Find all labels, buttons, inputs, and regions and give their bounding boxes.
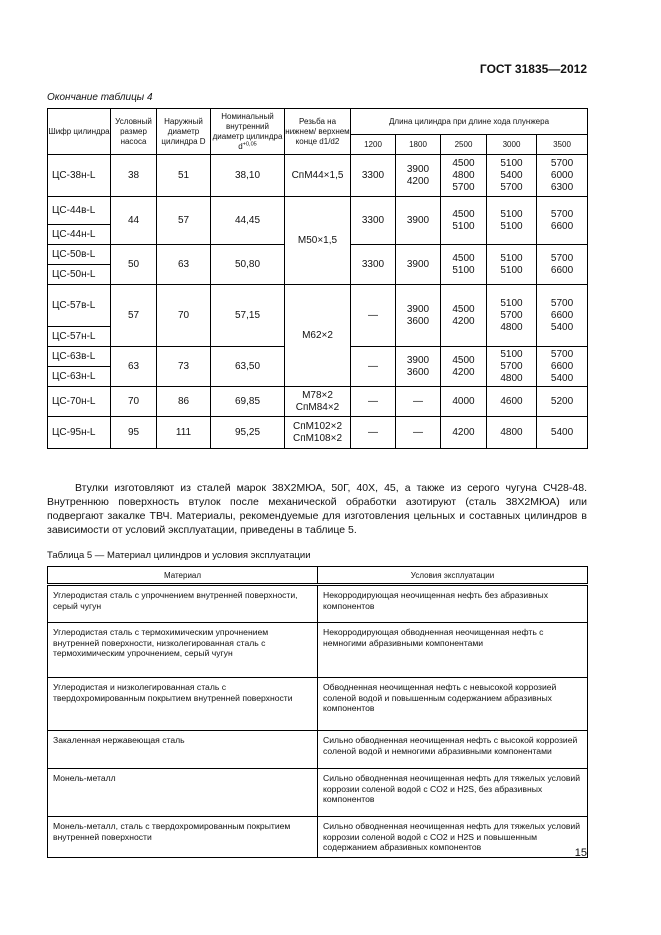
- nominal-diameter: 69,85: [211, 387, 285, 417]
- length-3000: 4600: [487, 387, 537, 417]
- header-stroke: 3500: [537, 135, 588, 155]
- nominal-diameter: 57,15: [211, 285, 285, 347]
- header-stroke: 3000: [487, 135, 537, 155]
- paragraph-text: Втулки изготовляют из сталей марок 38Х2МЮА, 50Г, 40Х, 45, а также из серого чугуна СЧ28-48. Внутреннюю поверхность втулок после механической обработки азотируют (сталь 38Х2МЮА) или подвергают закалке ТВЧ. Материалы, рекомендуемые для изготовления цельных и составных цилиндров в зависимости от условий эксплуатации, приведены в таблице 5.: [47, 482, 587, 536]
- outer-diameter: 86: [157, 387, 211, 417]
- outer-diameter: 70: [157, 285, 211, 347]
- conditions: Сильно обводненная неочищенная нефть для тяжелых условий коррозии соленой водой с CO2 и H2S и повышенным содержанием абразивных компонентов: [318, 817, 588, 858]
- cylinder-name: ЦС-38н-L: [48, 155, 111, 197]
- length-2500: 4500 5100: [441, 245, 487, 285]
- header-nominal-sup: +0,05: [242, 140, 257, 147]
- material: Углеродистая и низколегированная сталь с твердохромированным покрытием внутренней поверхности: [48, 678, 318, 731]
- table4-continuation-label: Окончание таблицы 4: [47, 92, 153, 103]
- table-row: [48, 417, 588, 449]
- length-3500: 5400: [537, 417, 588, 449]
- material: Закаленная нержавеющая сталь: [48, 731, 318, 769]
- table-row: [48, 197, 588, 225]
- table-row: [48, 769, 588, 817]
- header-stroke: 1200: [351, 135, 396, 155]
- header-conditions: Условия эксплуатации: [318, 567, 588, 585]
- length-1800: 3900: [396, 245, 441, 285]
- cylinder-name: ЦС-63н-L: [48, 367, 111, 387]
- table-row: [48, 155, 588, 197]
- header-size: Условный размер насоса: [111, 109, 157, 155]
- length-2500: 4500 4200: [441, 285, 487, 347]
- cylinder-name: ЦС-44н-L: [48, 225, 111, 245]
- thread: М78×2 СпМ84×2: [285, 387, 351, 417]
- length-1200: 3300: [351, 197, 396, 245]
- length-1200: —: [351, 285, 396, 347]
- length-1200: 3300: [351, 245, 396, 285]
- length-1200: —: [351, 417, 396, 449]
- length-3500: 5700 6600 5400: [537, 285, 588, 347]
- length-3000: 5100 5700 4800: [487, 347, 537, 387]
- length-3500: 5200: [537, 387, 588, 417]
- length-3000: 5100 5700 4800: [487, 285, 537, 347]
- outer-diameter: 73: [157, 347, 211, 387]
- conditions: Сильно обводненная неочищенная нефть для тяжелых условий коррозии соленой водой с CO2 и H2S, без абразивных компонентов: [318, 769, 588, 817]
- pump-size: 70: [111, 387, 157, 417]
- cylinder-name: ЦС-70н-L: [48, 387, 111, 417]
- header-thread: Резьба на нижнем/ верхнем конце d1/d2: [285, 109, 351, 155]
- cylinder-name: ЦС-44в-L: [48, 197, 111, 225]
- length-1800: 3900 4200: [396, 155, 441, 197]
- thread: СпМ102×2 СпМ108×2: [285, 417, 351, 449]
- table-4: [47, 108, 588, 449]
- length-3500: 5700 6600: [537, 197, 588, 245]
- thread: СпМ44×1,5: [285, 155, 351, 197]
- length-3000: 5100 5400 5700: [487, 155, 537, 197]
- length-1800: 3900 3600: [396, 347, 441, 387]
- pump-size: 50: [111, 245, 157, 285]
- pump-size: 95: [111, 417, 157, 449]
- header-length: Длина цилиндра при длине хода плунжера: [351, 109, 588, 135]
- table-row: [48, 731, 588, 769]
- cylinder-name: ЦС-57в-L: [48, 285, 111, 327]
- length-3000: 5100 5100: [487, 197, 537, 245]
- table-row: [48, 678, 588, 731]
- cylinder-name: ЦС-50н-L: [48, 265, 111, 285]
- outer-diameter: 51: [157, 155, 211, 197]
- length-3500: 5700 6600: [537, 245, 588, 285]
- thread: М50×1,5: [285, 197, 351, 285]
- header-nominal-text: Номинальный внутренний диаметр цилиндра d: [212, 111, 283, 151]
- conditions: Некорродирующая обводненная неочищенная нефть с немногими абразивными компонентами: [318, 623, 588, 678]
- length-2500: 4000: [441, 387, 487, 417]
- pump-size: 57: [111, 285, 157, 347]
- length-3500: 5700 6600 5400: [537, 347, 588, 387]
- length-2500: 4500 5100: [441, 197, 487, 245]
- length-2500: 4200: [441, 417, 487, 449]
- standard-number: ГОСТ 31835—2012: [479, 62, 587, 76]
- length-1800: 3900 3600: [396, 285, 441, 347]
- header-material: Материал: [48, 567, 318, 585]
- length-3500: 5700 6000 6300: [537, 155, 588, 197]
- pump-size: 63: [111, 347, 157, 387]
- nominal-diameter: 63,50: [211, 347, 285, 387]
- body-paragraph: [47, 481, 587, 537]
- pump-size: 38: [111, 155, 157, 197]
- table-row: [48, 387, 588, 417]
- length-2500: 4500 4800 5700: [441, 155, 487, 197]
- table-row: [48, 285, 588, 327]
- conditions: Сильно обводненная неочищенная нефть с высокой коррозией соленой водой и немногими абразивными компонентами: [318, 731, 588, 769]
- material: Углеродистая сталь с термохимическим упрочнением внутренней поверхности, низколегированная сталь с термохимическим упрочнением, серый чугун: [48, 623, 318, 678]
- table-5: [47, 566, 588, 858]
- cylinder-name: ЦС-50в-L: [48, 245, 111, 265]
- header-outer-diameter: Наружный диаметр цилиндра D: [157, 109, 211, 155]
- length-1800: —: [396, 417, 441, 449]
- page-number: 15: [574, 847, 587, 859]
- length-1800: —: [396, 387, 441, 417]
- conditions: Некорродирующая неочищенная нефть без абразивных компонентов: [318, 585, 588, 623]
- header-stroke: 1800: [396, 135, 441, 155]
- material: Углеродистая сталь с упрочнением внутренней поверхности, серый чугун: [48, 585, 318, 623]
- length-1200: —: [351, 347, 396, 387]
- outer-diameter: 63: [157, 245, 211, 285]
- header-cipher: Шифр цилиндра: [48, 109, 111, 155]
- nominal-diameter: 50,80: [211, 245, 285, 285]
- length-1200: —: [351, 387, 396, 417]
- length-1200: 3300: [351, 155, 396, 197]
- length-1800: 3900: [396, 197, 441, 245]
- pump-size: 44: [111, 197, 157, 245]
- cylinder-name: ЦС-63в-L: [48, 347, 111, 367]
- material: Монель-металл, сталь с твердохромированным покрытием внутренней поверхности: [48, 817, 318, 858]
- material: Монель-металл: [48, 769, 318, 817]
- table-row: [48, 817, 588, 858]
- nominal-diameter: 44,45: [211, 197, 285, 245]
- conditions: Обводненная неочищенная нефть с невысокой коррозией соленой водой и повышенным содержанием абразивных компонентов: [318, 678, 588, 731]
- length-3000: 4800: [487, 417, 537, 449]
- table-row: [48, 623, 588, 678]
- table5-caption: Таблица 5 — Материал цилиндров и условия эксплуатации: [47, 550, 311, 561]
- header-stroke: 2500: [441, 135, 487, 155]
- nominal-diameter: 95,25: [211, 417, 285, 449]
- nominal-diameter: 38,10: [211, 155, 285, 197]
- length-3000: 5100 5100: [487, 245, 537, 285]
- cylinder-name: ЦС-95н-L: [48, 417, 111, 449]
- outer-diameter: 57: [157, 197, 211, 245]
- cylinder-name: ЦС-57н-L: [48, 327, 111, 347]
- outer-diameter: 111: [157, 417, 211, 449]
- header-nominal-diameter: [211, 109, 285, 155]
- thread: М62×2: [285, 285, 351, 387]
- length-2500: 4500 4200: [441, 347, 487, 387]
- table-row: [48, 585, 588, 623]
